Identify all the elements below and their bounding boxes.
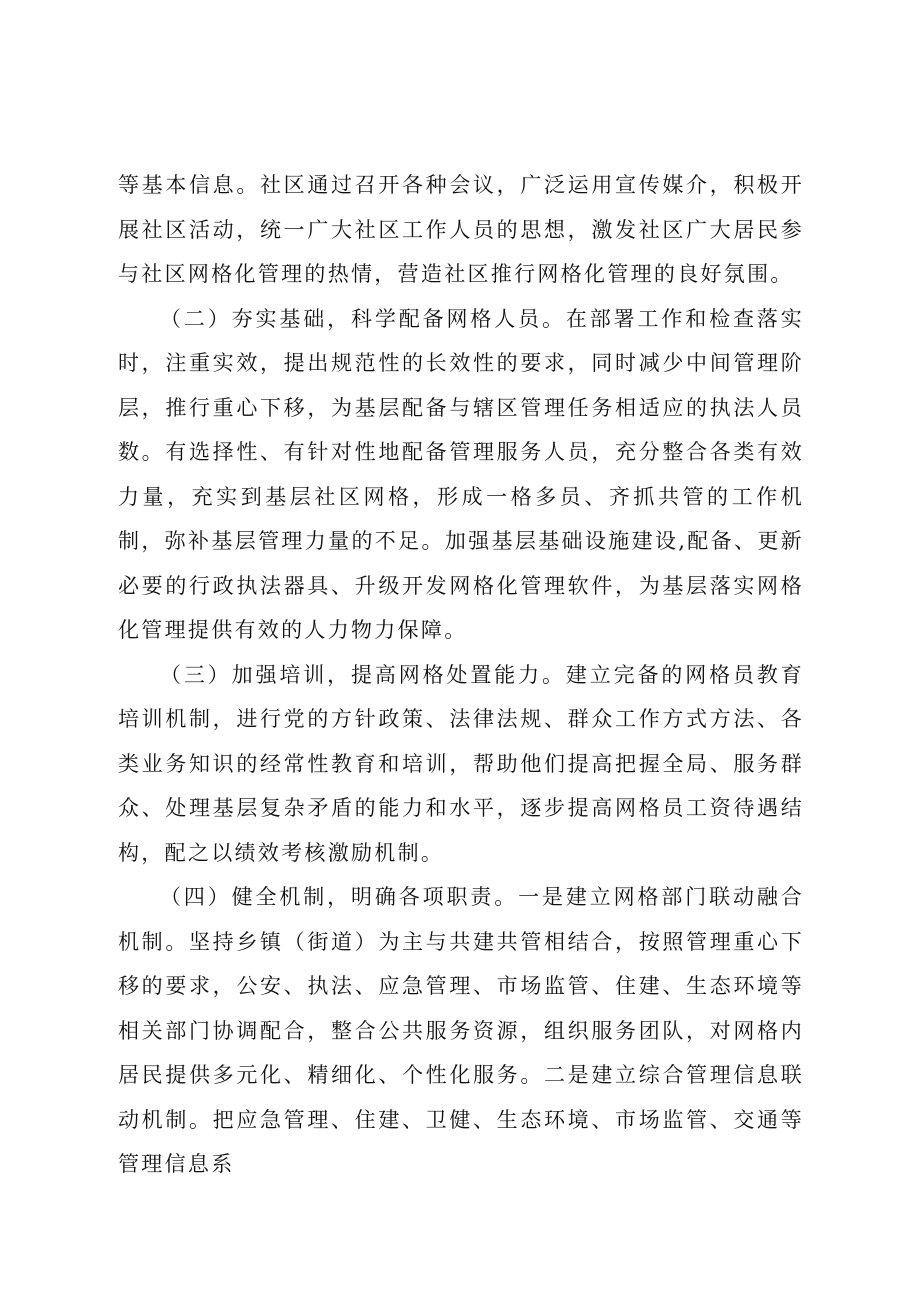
document-body	[118, 163, 804, 1187]
paragraph-continued-info: 等基本信息。社区通过召开各种会议，广泛运用宣传媒介，积极开展社区活动，统一广大社区工作人员的思想，激发社区广大居民参与社区网格化管理的热情，营造社区推行网格化管理的良好氛围。	[118, 173, 804, 286]
paragraph-section-3: （三）加强培训，提高网格处置能力。建立完备的网格员教育培训机制，进行党的方针政策、法律法规、群众工作方式方法、各类业务知识的经常性教育和培训，帮助他们提高把握全局、服务群众、处理基层复杂矛盾的能力和水平，逐步提高网格员工资待遇结构，配之以绩效考核激励机制。	[118, 662, 804, 865]
paragraph-section-2: （二）夯实基础，科学配备网格人员。在部署工作和检查落实时，注重实效，提出规范性的长效性的要求，同时减少中间管理阶层，推行重心下移，为基层配备与辖区管理任务相适应的执法人员数。有选择性、有针对性地配备管理服务人员，充分整合各类有效力量，充实到基层社区网格，形成一格多员、齐抓共管的工作机制，弥补基层管理力量的不足。加强基层基础设施建设,配备、更新必要的行政执法器具、升级开发网格化管理软件，为基层落实网格化管理提供有效的人力物力保障。	[118, 306, 804, 642]
paragraph-section-4: （四）健全机制，明确各项职责。一是建立网格部门联动融合机制。坚持乡镇（街道）为主与共建共管相结合，按照管理重心下移的要求，公安、执法、应急管理、市场监管、住建、生态环境等相关部门协调配合，整合公共服务资源，组织服务团队，对网格内居民提供多元化、精细化、个性化服务。二是建立综合管理信息联动机制。把应急管理、住建、卫健、生态环境、市场监管、交通等管理信息系	[118, 885, 804, 1176]
